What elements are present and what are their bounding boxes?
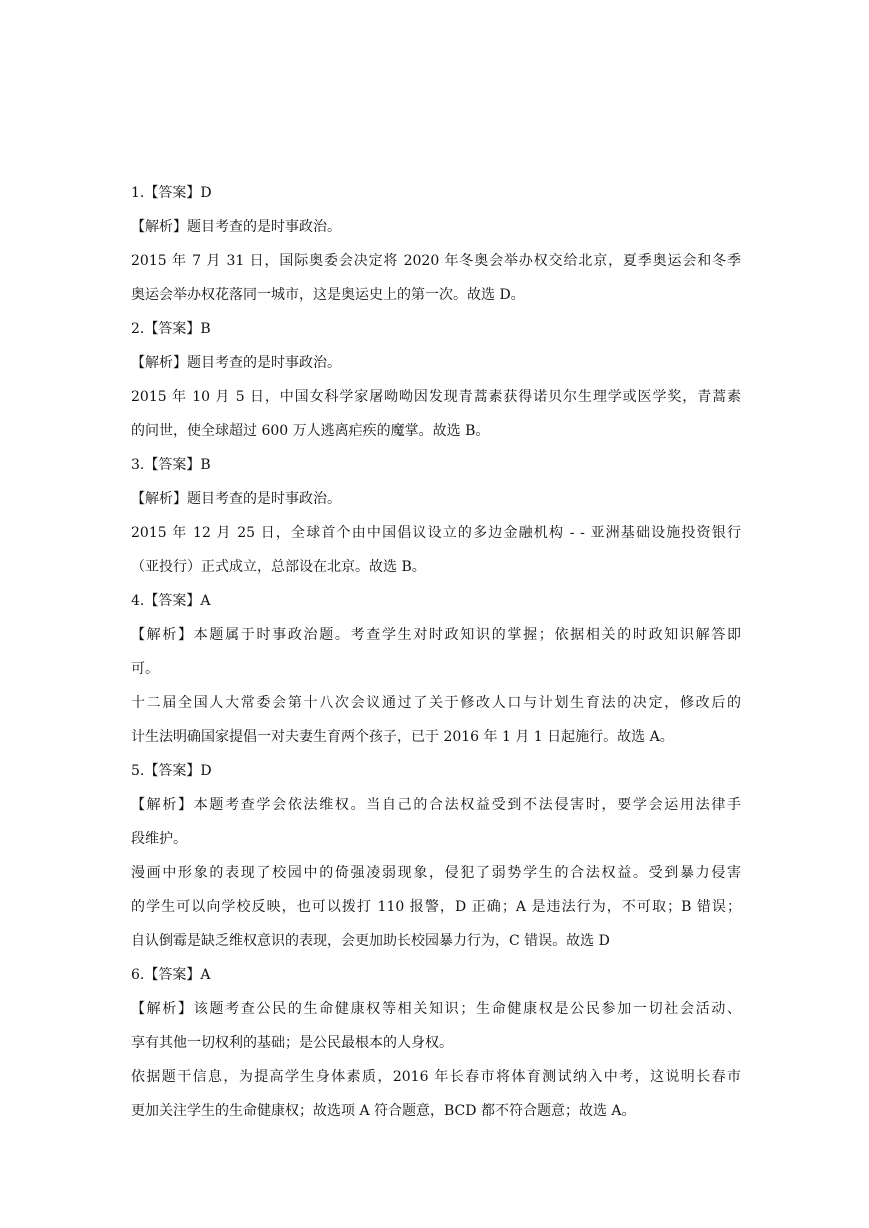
detail-line: 十二届全国人大常委会第十八次会议通过了关于修改人口与计划生育法的决定，修改后的 [131, 695, 741, 711]
analysis-line: 可。 [131, 661, 159, 677]
detail-line: 的学生可以向学校反映，也可以拨打 110 报警，D 正确；A 是违法行为，不可取；B 错误； [131, 899, 741, 915]
detail-line: 奥运会举办权花落同一城市，这是奥运史上的第一次。故选 D。 [131, 287, 525, 303]
detail-line: 2015 年 10 月 5 日，中国女科学家屠呦呦因发现青蒿素获得诺贝尔生理学或医学奖，青蒿素 [131, 389, 741, 405]
answer-line: 3.【答案】B [131, 457, 211, 473]
answer-line: 1.【答案】D [131, 185, 212, 201]
analysis-line: 段维护。 [131, 831, 187, 847]
detail-line: （亚投行）正式成立，总部设在北京。故选 B。 [131, 559, 426, 575]
detail-line: 自认倒霉是缺乏维权意识的表现，会更加助长校园暴力行为，C 错误。故选 D [131, 933, 610, 949]
detail-line: 2015 年 12 月 25 日，全球首个由中国倡议设立的多边金融机构 - - 亚洲基础设施投资银行 [131, 525, 741, 541]
answer-key-body [131, 176, 741, 1128]
analysis-line: 【解析】本题考查学会依法维权。当自己的合法权益受到不法侵害时，要学会运用法律手 [131, 797, 741, 813]
answer-line: 4.【答案】A [131, 593, 211, 609]
detail-line: 更加关注学生的生命健康权；故选项 A 符合题意，BCD 都不符合题意；故选 A。 [131, 1103, 636, 1119]
detail-line: 依据题干信息，为提高学生身体素质，2016 年长春市将体育测试纳入中考，这说明长春市 [131, 1069, 741, 1085]
detail-line: 漫画中形象的表现了校园中的倚强凌弱现象，侵犯了弱势学生的合法权益。受到暴力侵害 [131, 865, 741, 881]
analysis-line: 【解析】题目考查的是时事政治。 [131, 355, 341, 371]
analysis-line: 【解析】题目考查的是时事政治。 [131, 491, 341, 507]
detail-line: 2015 年 7 月 31 日，国际奥委会决定将 2020 年冬奥会举办权交给北京，夏季奥运会和冬季 [131, 253, 741, 269]
answer-line: 2.【答案】B [131, 321, 211, 337]
detail-line: 的问世，使全球超过 600 万人逃离疟疾的魔掌。故选 B。 [131, 423, 490, 439]
analysis-line: 【解析】本题属于时事政治题。考查学生对时政知识的掌握；依据相关的时政知识解答即 [131, 627, 741, 643]
detail-line: 计生法明确国家提倡一对夫妻生育两个孩子，已于 2016 年 1 月 1 日起施行。故选 A。 [131, 729, 674, 745]
answer-line: 6.【答案】A [131, 967, 211, 983]
analysis-line: 享有其他一切权利的基础；是公民最根本的人身权。 [131, 1035, 453, 1051]
answer-line: 5.【答案】D [131, 763, 212, 779]
analysis-line: 【解析】该题考查公民的生命健康权等相关知识；生命健康权是公民参加一切社会活动、 [131, 1001, 741, 1017]
analysis-line: 【解析】题目考查的是时事政治。 [131, 219, 341, 235]
